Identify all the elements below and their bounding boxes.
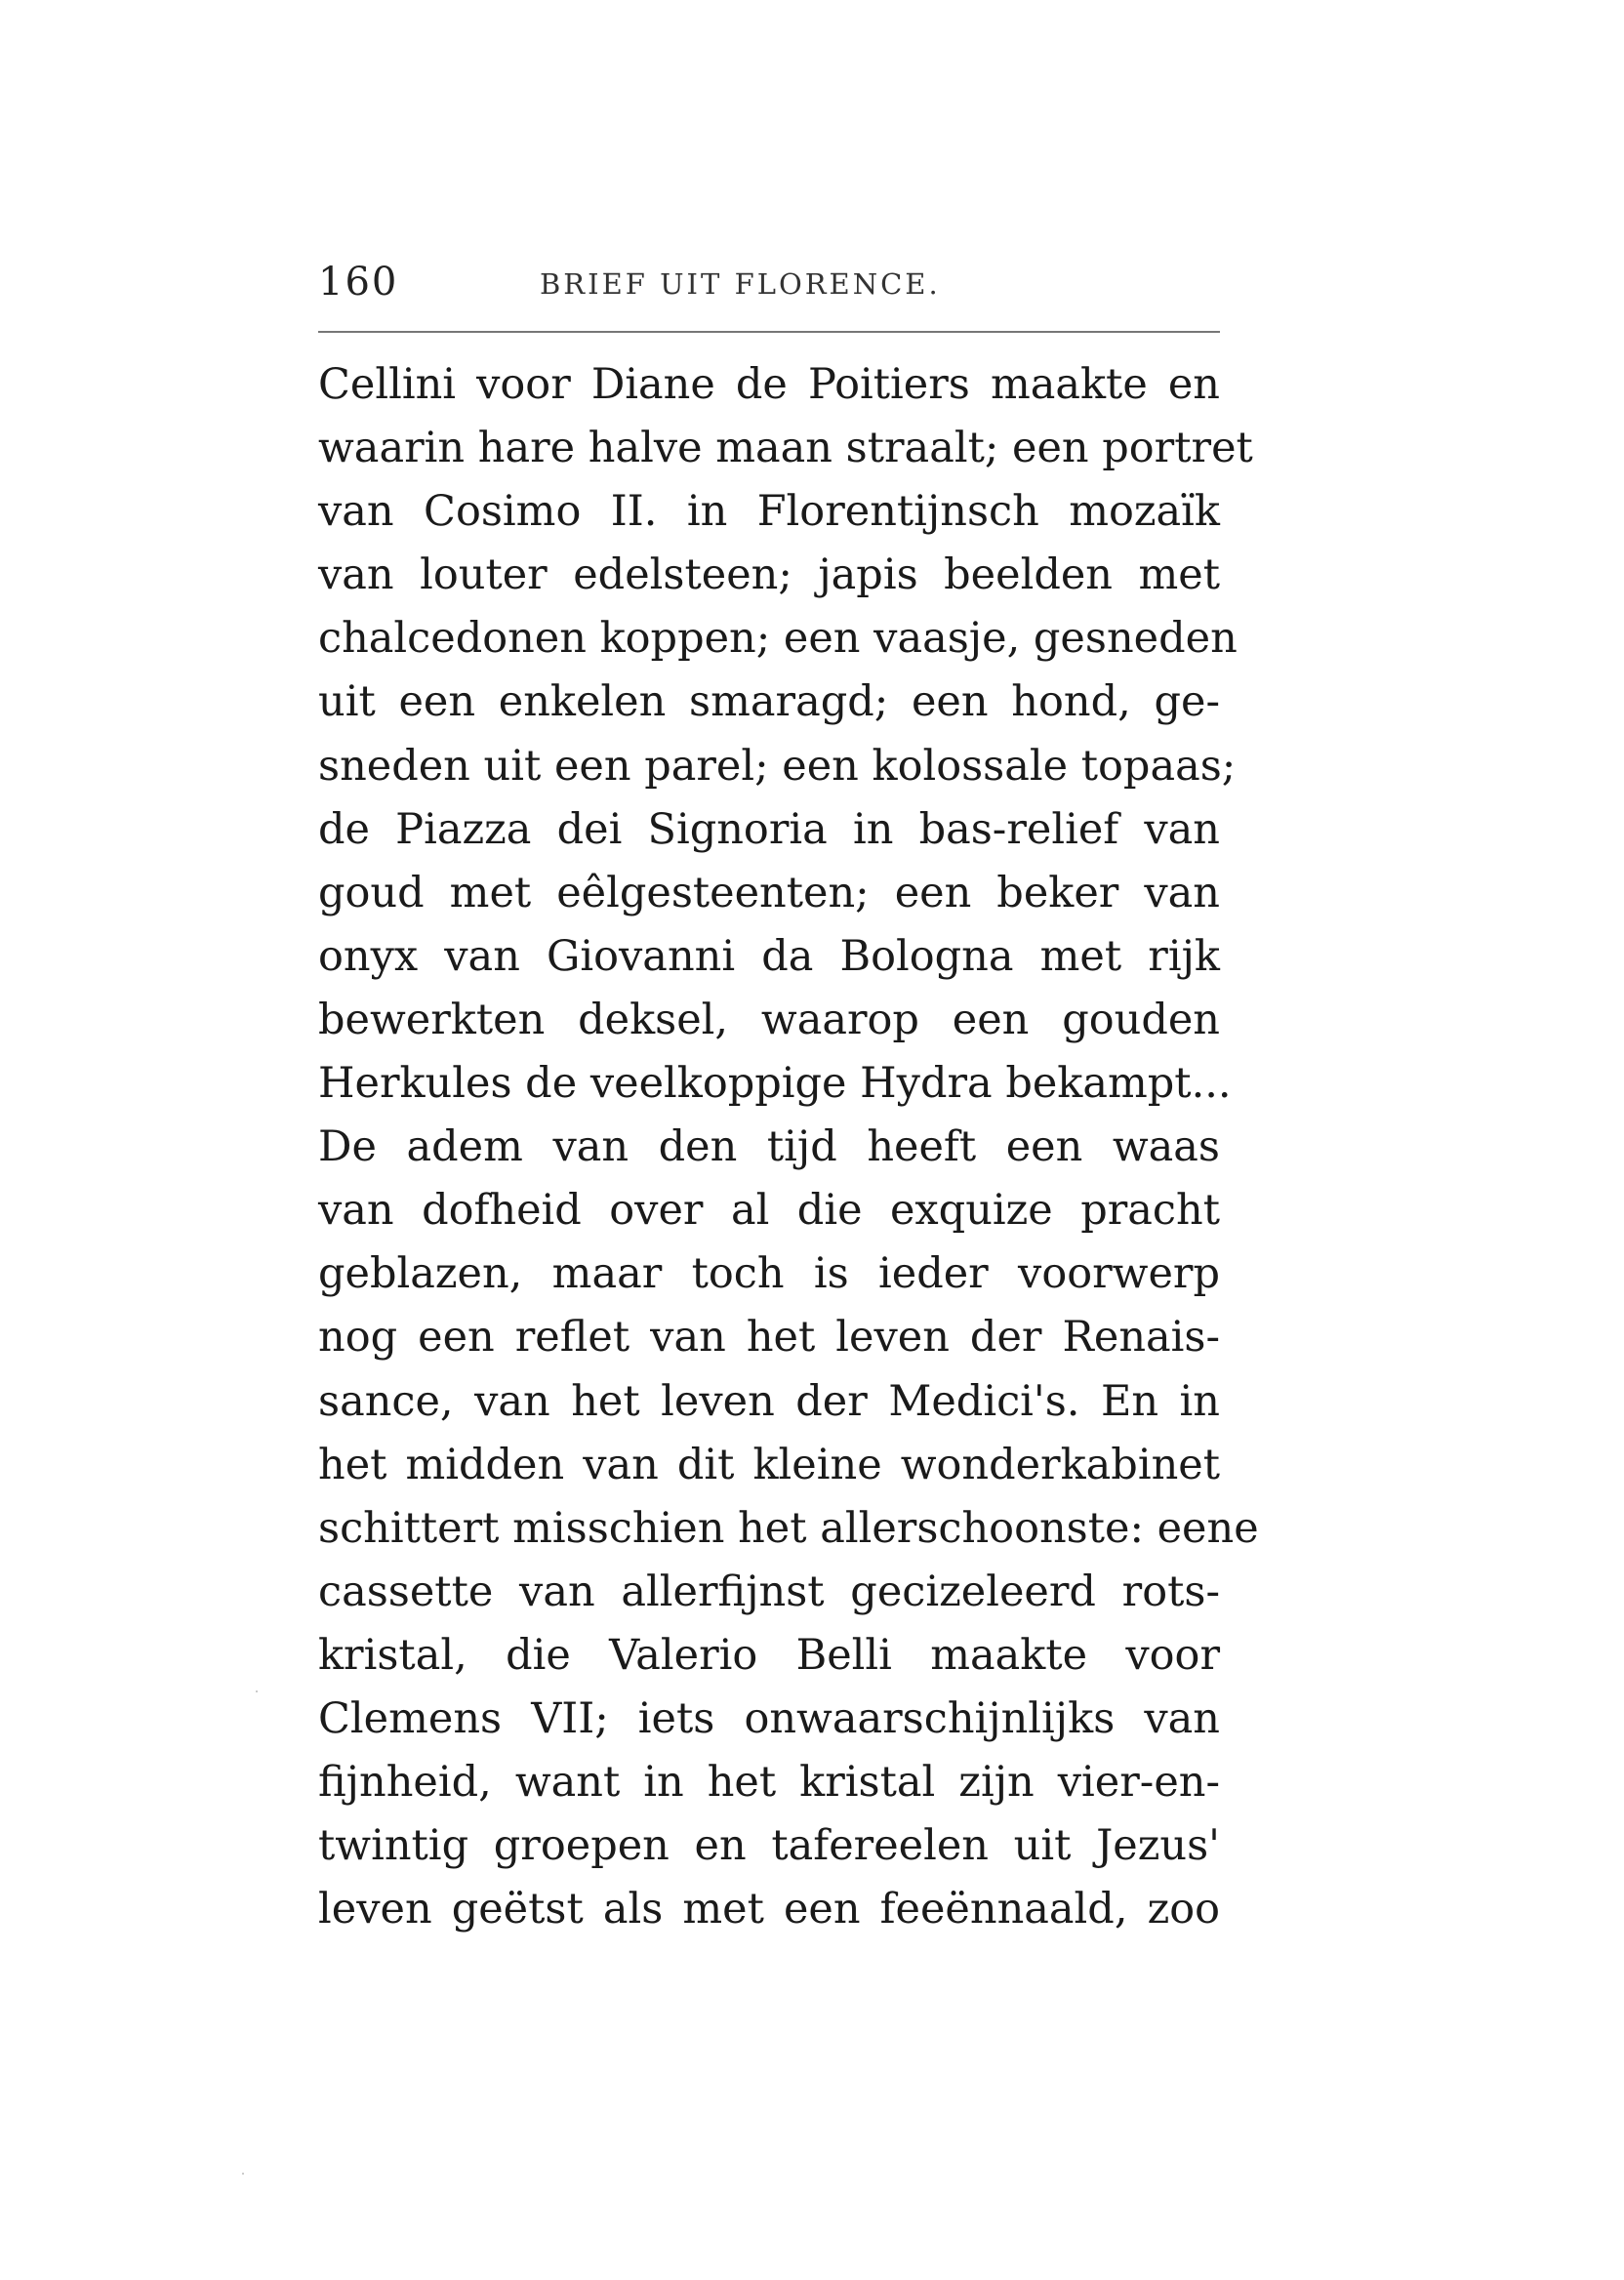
text-line: Herkules de veelkoppige Hydra bekampt...	[318, 1059, 1232, 1109]
running-title: BRIEF UIT FLORENCE.	[540, 267, 941, 301]
text-line: sneden uit een parel; een kolossale topaas;	[318, 741, 1237, 791]
text-line: nog een reflet van het leven der Renais-	[318, 1313, 1220, 1363]
text-line: onyx van Giovanni da Bologna met rijk	[318, 931, 1220, 981]
text-line: Clemens VII; iets onwaarschijnlijks van	[318, 1693, 1220, 1743]
text-line: geblazen, maar toch is ieder voorwerp	[318, 1249, 1220, 1299]
body-text	[318, 353, 1259, 1941]
text-line: van dofheid over al die exquize pracht	[318, 1186, 1220, 1236]
text-line: twintig groepen en tafereelen uit Jezus'	[318, 1821, 1220, 1871]
text-line: cassette van allerfijnst gecizeleerd rots-	[318, 1567, 1220, 1616]
text-line: De adem van den tijd heeft een waas	[318, 1122, 1220, 1172]
text-line: schittert misschien het allerschoonste: eene	[318, 1503, 1259, 1553]
text-line: sance, van het leven der Medici's. En in	[318, 1376, 1220, 1426]
text-line: bewerkten deksel, waarop een gouden	[318, 995, 1220, 1044]
paper-speck	[256, 1690, 258, 1692]
paper-speck	[242, 2173, 244, 2175]
text-line: Cellini voor Diane de Poitiers maakte en	[318, 360, 1220, 409]
text-line: goud met eêlgesteenten; een beker van	[318, 868, 1220, 917]
text-line: waarin hare halve maan straalt; een portret	[318, 424, 1253, 473]
text-line: leven geëtst als met een feeënnaald, zoo	[318, 1885, 1220, 1934]
text-line: fijnheid, want in het kristal zijn vier-en-	[318, 1758, 1220, 1808]
page-number: 160	[318, 260, 399, 305]
text-line: de Piazza dei Signoria in bas-relief van	[318, 804, 1220, 854]
header-rule	[318, 331, 1220, 333]
text-line: van louter edelsteen; japis beelden met	[318, 550, 1220, 600]
text-line: uit een enkelen smaragd; een hond, ge-	[318, 677, 1220, 727]
text-line: van Cosimo II. in Florentijnsch mozaïk	[318, 487, 1220, 537]
text-line: het midden van dit kleine wonderkabinet	[318, 1440, 1220, 1489]
text-line: chalcedonen koppen; een vaasje, gesneden	[318, 614, 1238, 664]
text-line: kristal, die Valerio Belli maakte voor	[318, 1630, 1220, 1680]
